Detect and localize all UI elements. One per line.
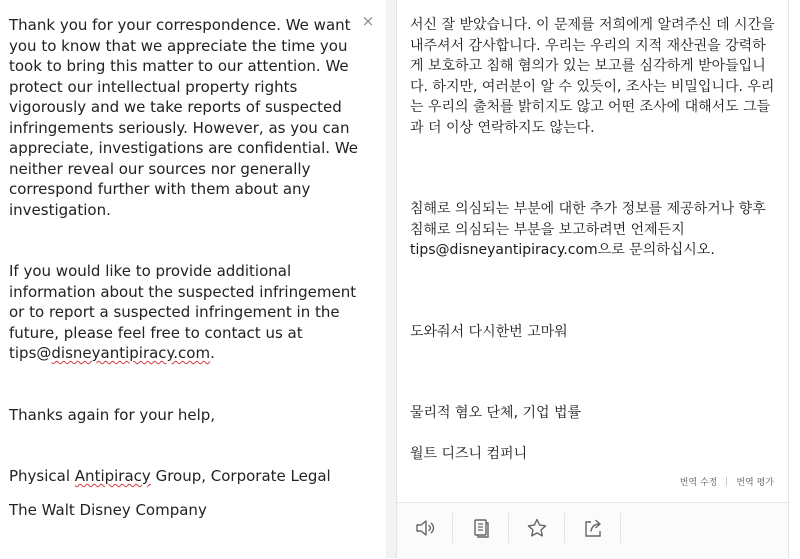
source-text xyxy=(9,15,369,520)
source-panel xyxy=(0,0,386,558)
speaker-icon xyxy=(414,517,436,539)
close-button[interactable]: × xyxy=(361,12,375,30)
source-company: The Walt Disney Company xyxy=(9,500,207,519)
translation-paragraph-5: 월트 디즈니 컴퍼니 xyxy=(410,445,528,462)
edit-translation-link[interactable]: 번역 수정 xyxy=(679,478,718,488)
share-icon xyxy=(582,517,604,539)
translation-paragraph-2: 침해로 의심되는 부분에 대한 추가 정보를 제공하거나 향후 침해로 의심되는 부분을 보고하려면 언제든지 tips@disneyantipiracy.com으로 문의하십시오. xyxy=(410,201,766,258)
meta-separator xyxy=(726,477,727,486)
panel-divider xyxy=(386,0,396,558)
translation-paragraph-1: 서신 잘 받았습니다. 이 문제를 저희에게 알려주신 데 시간을 내주셔서 감사합니다. 우리는 우리의 지적 재산권을 강력하게 보호하고 침해 혐의가 있는 보고를 심각하게 받아들입니다. 하지만, 여러분이 알 수 있듯이, 조사는 비밀입니다. 우리는 우리의 출처를 밝히지도 않고 어떤 조사에 대해서도 그들과 더 이상 연락하지도 않는다. xyxy=(410,17,775,136)
copy-icon xyxy=(470,517,492,539)
translation-text xyxy=(410,15,775,464)
action-separator xyxy=(620,513,621,543)
favorite-button[interactable] xyxy=(526,517,548,539)
email-suffix: . xyxy=(210,344,215,362)
action-separator xyxy=(452,513,453,543)
listen-button[interactable] xyxy=(414,517,436,539)
signature-misspelled-word: Antipiracy xyxy=(74,467,151,485)
source-paragraph-3: Thanks again for your help, xyxy=(9,405,216,424)
translation-panel xyxy=(396,0,789,558)
source-paragraph-1: Thank you for your correspondence. We want you to know that we appreciate the time you took to bring this matter to our attention. We protect our intellectual property rights vigorously and we take reports of suspected infringements seriously. However, as you can appreciate, investigations are confidential. We neither reveal our sources nor generally correspond further with them about any investigation. xyxy=(9,16,359,219)
action-separator xyxy=(508,513,509,543)
source-paragraph-2-text: If you would like to provide additional information about the suspected infringement or to report a suspected infringement in the future, please feel free to contact us at xyxy=(9,262,357,342)
action-bar xyxy=(397,502,788,559)
signature-prefix: Physical xyxy=(9,467,75,485)
email-domain: disneyantipiracy.com xyxy=(51,344,211,362)
star-icon xyxy=(526,517,548,539)
action-separator xyxy=(564,513,565,543)
translation-paragraph-4: 물리적 혐오 단체, 기업 법률 xyxy=(410,405,582,421)
rate-translation-link[interactable]: 번역 평가 xyxy=(736,478,774,488)
signature-suffix: Group, Corporate Legal xyxy=(150,467,331,485)
email-prefix: tips@ xyxy=(9,344,52,362)
translation-paragraph-3: 도와줘서 다시한번 고마워 xyxy=(410,323,568,340)
copy-button[interactable] xyxy=(470,517,492,539)
source-paragraph-2 xyxy=(9,261,369,364)
share-button[interactable] xyxy=(582,517,604,539)
translation-meta-links xyxy=(680,475,774,488)
source-signature xyxy=(9,466,369,487)
